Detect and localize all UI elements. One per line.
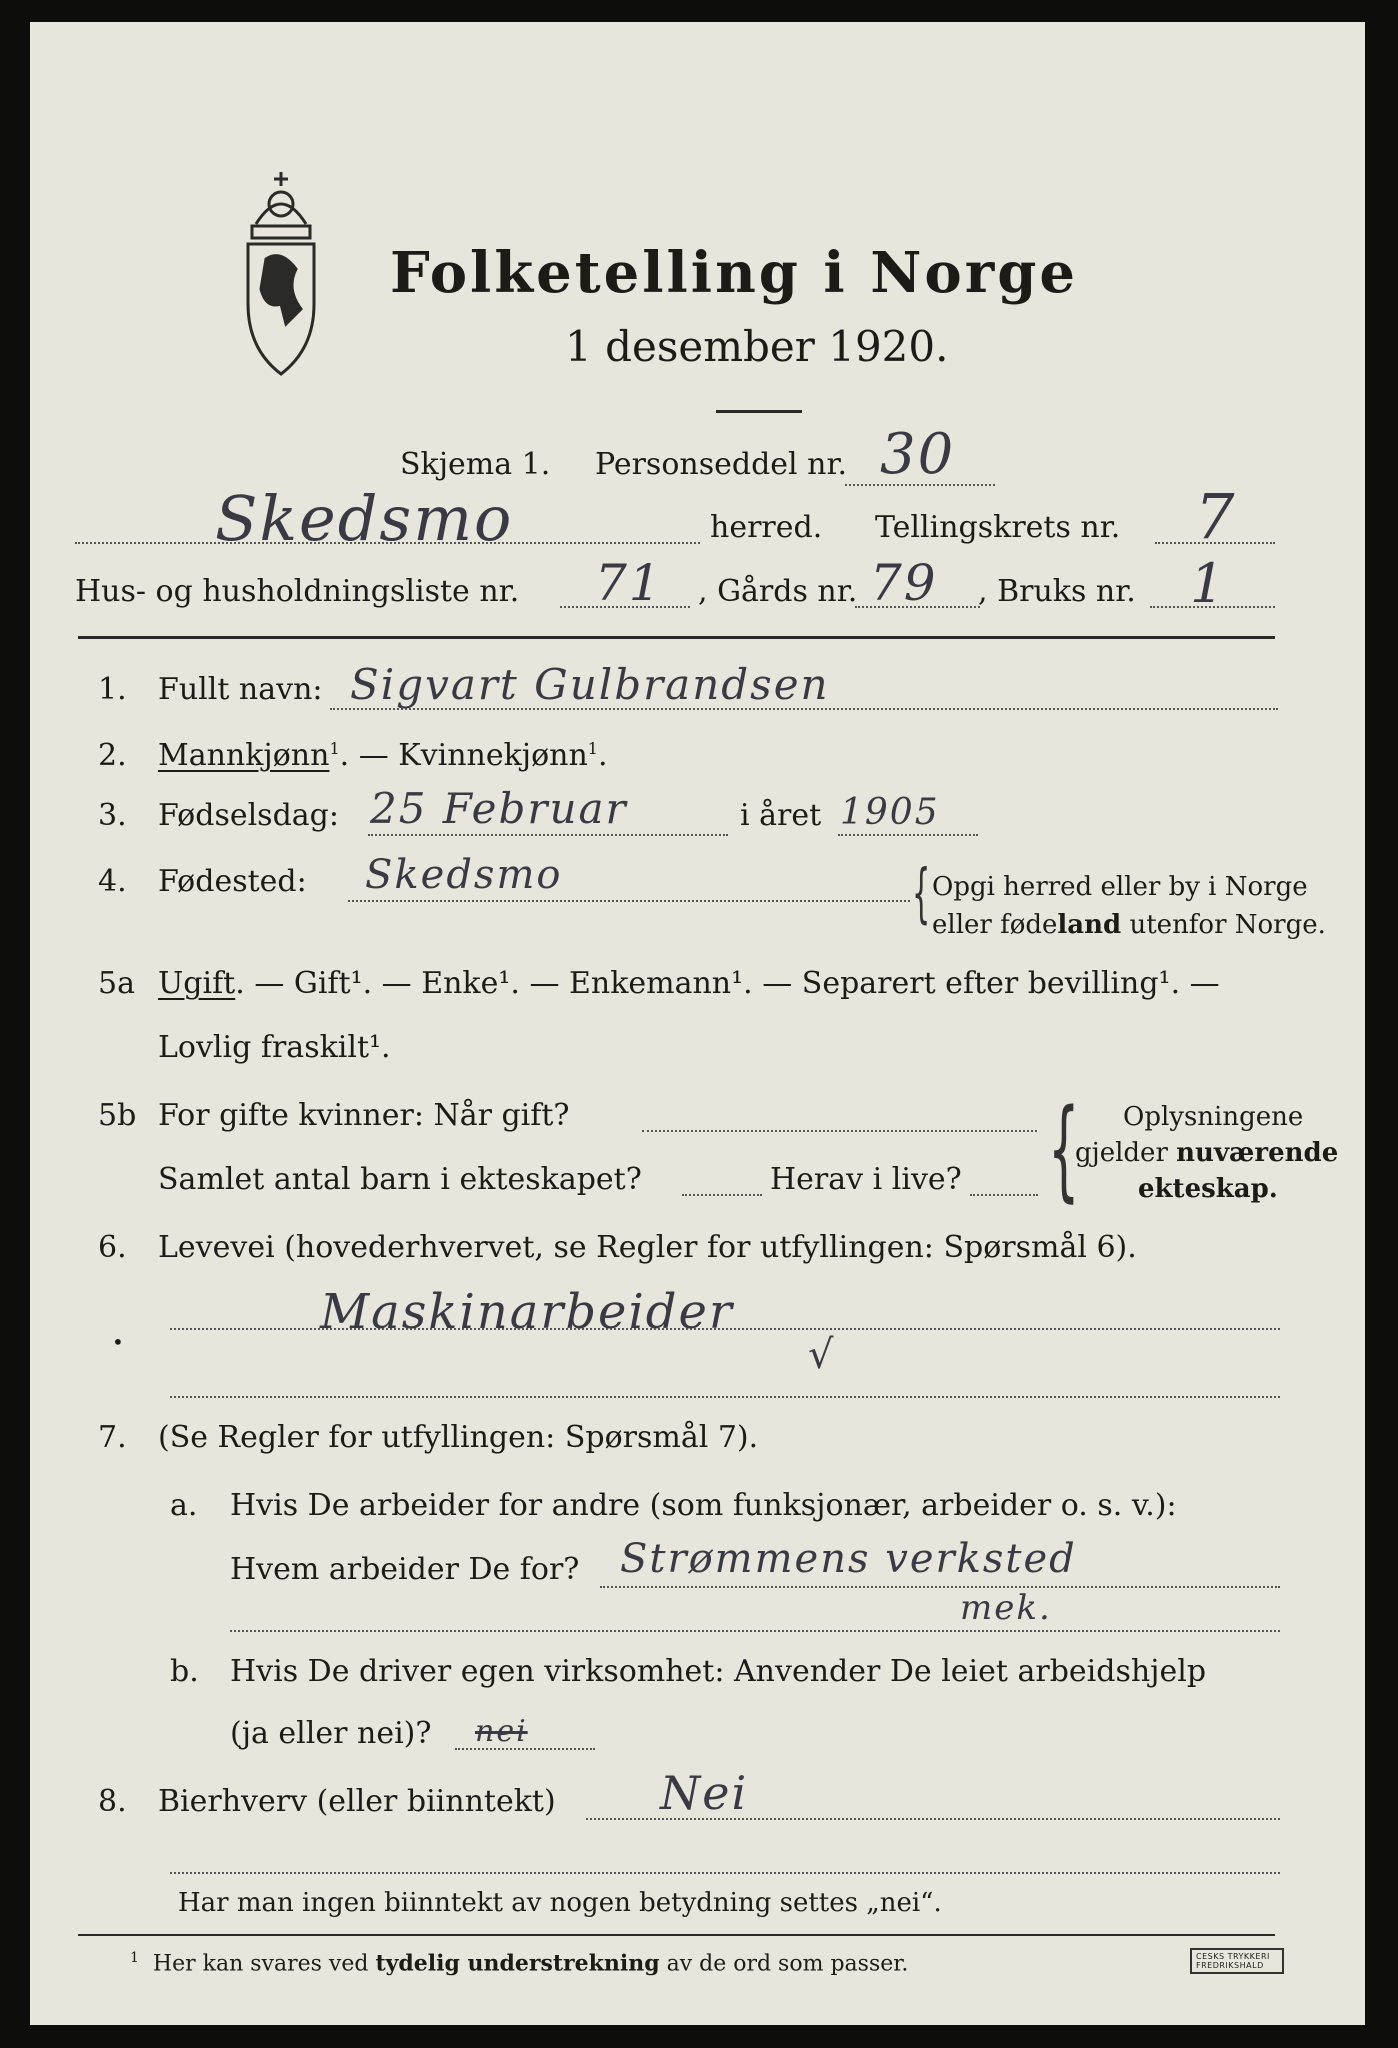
footnote-a: Her kan svares ved	[152, 1951, 376, 1977]
q7a-dots2	[230, 1630, 1280, 1632]
q7a-text: Hvis De arbeider for andre (som funksjonær, arbeider o. s. v.):	[230, 1488, 1177, 1523]
q6-checkmark-icon: √	[808, 1332, 836, 1378]
hus-value: 71	[595, 554, 663, 612]
q5a-rest: . — Gift¹. — Enke¹. — Enkemann¹. — Separert efter bevilling¹. —	[235, 966, 1220, 1001]
form-date: 1 desember 1920.	[565, 322, 949, 371]
hus-label: Hus- og husholdningsliste nr.	[75, 574, 520, 609]
q5b-label3: Herav i live?	[770, 1162, 962, 1197]
tellingskrets-label: Tellingskrets nr.	[875, 510, 1121, 545]
herred-label: herred.	[710, 510, 823, 545]
q5b-dots2	[682, 1194, 762, 1196]
bruks-label: , Bruks nr.	[978, 574, 1136, 609]
q8-dots2	[170, 1872, 1280, 1874]
q7-label: (Se Regler for utfyllingen: Spørsmål 7).	[158, 1420, 759, 1455]
q4-note2	[932, 910, 1326, 940]
q7a-question: Hvem arbeider De for?	[230, 1552, 580, 1587]
q5a-options	[158, 966, 1220, 1001]
q5b-brace: {	[1048, 1085, 1080, 1213]
q2-end: .	[597, 738, 608, 773]
q5b-note2	[1075, 1138, 1338, 1168]
q7a-dots1	[600, 1586, 1280, 1588]
printer-stamp: CESKS TRYKKERI FREDRIKSHALD	[1190, 1948, 1284, 1974]
footer-rule	[78, 1934, 1275, 1936]
q4-note2-a: eller føde	[932, 910, 1058, 940]
q5b-note1: Oplysningene	[1123, 1102, 1304, 1132]
q4-note1: Opgi herred eller by i Norge	[932, 872, 1308, 902]
footnote-number: 1	[130, 1950, 139, 1966]
q5b-note2-a: gjelder	[1075, 1138, 1177, 1168]
q5a-number: 5a	[98, 966, 135, 1001]
q2-female-option: Kvinnekjønn	[398, 738, 588, 773]
q1-number: 1.	[98, 672, 127, 707]
q5b-number: 5b	[98, 1098, 137, 1133]
q8-value: Nei	[660, 1766, 749, 1820]
q1-label: Fullt navn:	[158, 672, 323, 707]
personseddel-label: Personseddel nr.	[595, 447, 848, 482]
q5a-line2: Lovlig fraskilt¹.	[158, 1030, 391, 1065]
title-divider	[716, 410, 802, 413]
footnote-b: tydelig understrekning	[375, 1950, 660, 1977]
footnote	[130, 1950, 908, 1976]
personseddel-value: 30	[880, 422, 956, 487]
q6-value: Maskinarbeider	[320, 1284, 734, 1340]
q5b-note3: ekteskap.	[1138, 1174, 1278, 1204]
q5b-label1: For gifte kvinner: Når gift?	[158, 1098, 570, 1133]
q2-options	[158, 738, 608, 773]
footnote-c: av de ord som passer.	[659, 1951, 909, 1977]
herred-value: Skedsmo	[215, 482, 514, 555]
q7a-letter: a.	[170, 1488, 198, 1523]
q7b-letter: b.	[170, 1654, 199, 1689]
q2-sup1: 1	[329, 739, 340, 758]
q6-bullet: •	[112, 1330, 124, 1354]
q3-number: 3.	[98, 798, 127, 833]
q4-value: Skedsmo	[365, 852, 563, 898]
gards-value: 79	[870, 554, 938, 612]
q4-number: 4.	[98, 864, 127, 899]
q5a-ugift-option: Ugift	[158, 966, 236, 1001]
q3-year-label: i året	[740, 798, 822, 833]
q7-number: 7.	[98, 1420, 127, 1455]
q4-note2-c: utenfor Norge.	[1121, 910, 1326, 940]
q5b-dots3	[970, 1194, 1038, 1196]
q3-year-value: 1905	[840, 792, 940, 833]
q5b-label2: Samlet antal barn i ekteskapet?	[158, 1162, 642, 1197]
q7b-question: (ja eller nei)?	[230, 1716, 432, 1751]
q5b-note2-b: nuværende	[1176, 1138, 1339, 1168]
q7a-value2: mek.	[960, 1588, 1052, 1628]
q2-sep: . —	[339, 738, 399, 773]
q3-label: Fødselsdag:	[158, 798, 339, 833]
header-rule	[78, 636, 1275, 639]
q5b-dots1	[642, 1130, 1037, 1132]
q4-note2-b: land	[1057, 910, 1122, 940]
q1-value: Sigvart Gulbrandsen	[350, 660, 830, 709]
form-title: Folketelling i Norge	[390, 240, 1079, 306]
norwegian-coat-of-arms-icon	[226, 164, 336, 384]
q8-number: 8.	[98, 1784, 127, 1819]
q2-number: 2.	[98, 738, 127, 773]
footer-note: Har man ingen biinntekt av nogen betydning settes „nei“.	[178, 1888, 942, 1918]
gards-label: , Gårds nr.	[698, 574, 858, 609]
q3-value: 25 Februar	[370, 784, 628, 833]
q2-sup2: 1	[587, 739, 598, 758]
q7b-value: nei	[475, 1714, 528, 1749]
q3-dots	[368, 834, 728, 836]
q7b-text: Hvis De driver egen virksomhet: Anvender De leiet arbeidshjelp	[230, 1654, 1207, 1689]
q3-year-dots	[838, 834, 978, 836]
tellingskrets-value: 7	[1195, 480, 1237, 553]
bruks-value: 1	[1190, 552, 1227, 615]
q6-dots2	[170, 1396, 1280, 1398]
q6-dots1	[170, 1328, 1280, 1330]
q6-number: 6.	[98, 1230, 127, 1265]
skjema-label: Skjema 1.	[400, 447, 551, 482]
census-form-sheet	[30, 22, 1365, 2025]
q4-dots	[348, 900, 910, 902]
q4-brace: {	[912, 857, 931, 931]
q4-label: Fødested:	[158, 864, 307, 899]
q6-label: Levevei (hovederhvervet, se Regler for utfyllingen: Spørsmål 6).	[158, 1230, 1137, 1265]
q2-male-option: Mannkjønn	[158, 738, 330, 773]
q7a-value: Strømmens verksted	[620, 1536, 1077, 1582]
q8-label: Bierhverv (eller biinntekt)	[158, 1784, 556, 1819]
